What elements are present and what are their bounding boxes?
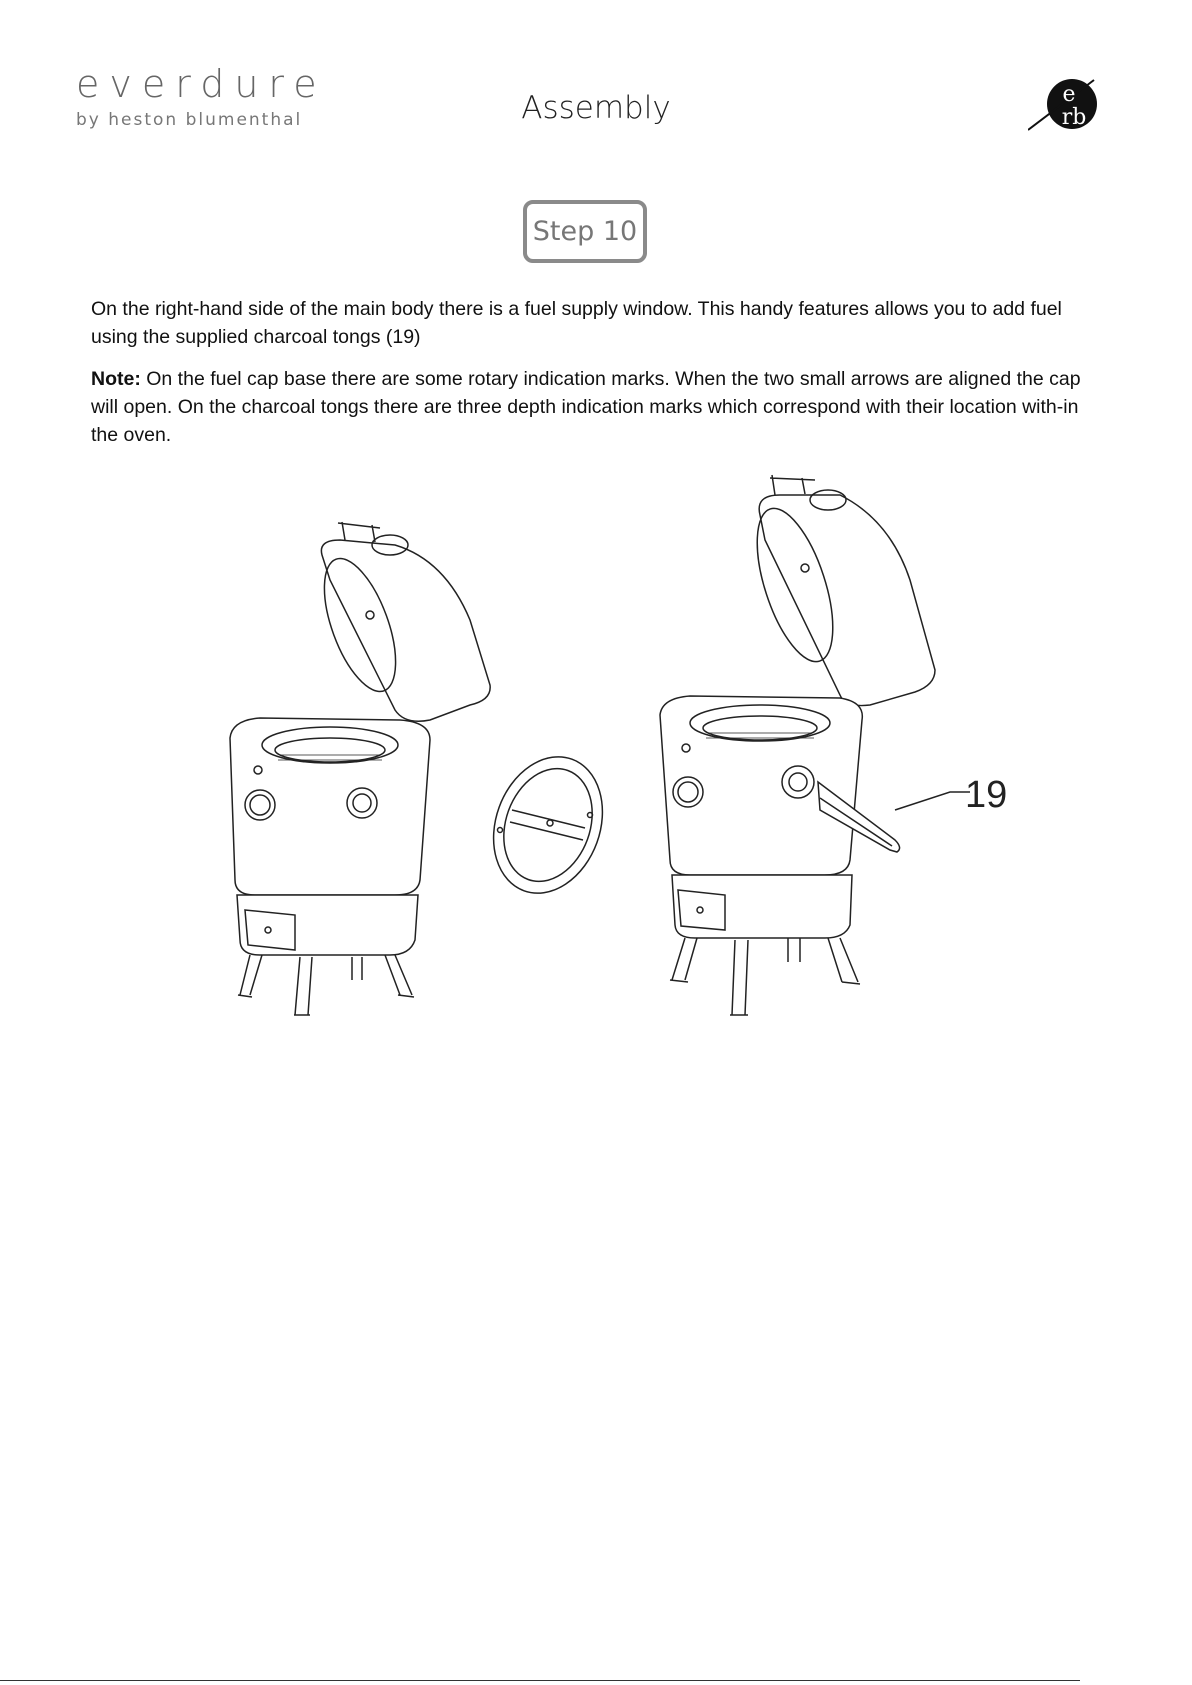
callout-number-label: 19: [965, 774, 1008, 816]
step-label: Step 10: [523, 200, 647, 263]
note-paragraph: [91, 365, 1101, 449]
note-label: Note:: [91, 368, 141, 390]
svg-text:rb: rb: [1061, 105, 1087, 130]
oven-left-drawing: [230, 522, 490, 1015]
footer-divider: [0, 1680, 1080, 1681]
brand-name: everdure: [76, 62, 327, 106]
svg-text:e: e: [1062, 82, 1076, 107]
fuel-cap-drawing: [475, 741, 621, 908]
monogram-logo-icon: [1028, 76, 1100, 132]
oven-right-drawing: [660, 475, 970, 1015]
assembly-illustration: [0, 470, 1192, 1030]
page-title: Assembly: [521, 90, 671, 126]
instruction-paragraph: On the right-hand side of the main body there is a fuel supply window. This handy features allows you to add fuel using the supplied charcoal tongs (19): [91, 298, 1062, 348]
brand-tagline: by heston blumenthal: [76, 110, 303, 130]
note-text: On the fuel cap base there are some rotary indication marks. When the two small arrows are aligned the cap will open. On the charcoal tongs there are three depth indication marks which correspond with their location with-in the oven.: [91, 368, 1081, 446]
